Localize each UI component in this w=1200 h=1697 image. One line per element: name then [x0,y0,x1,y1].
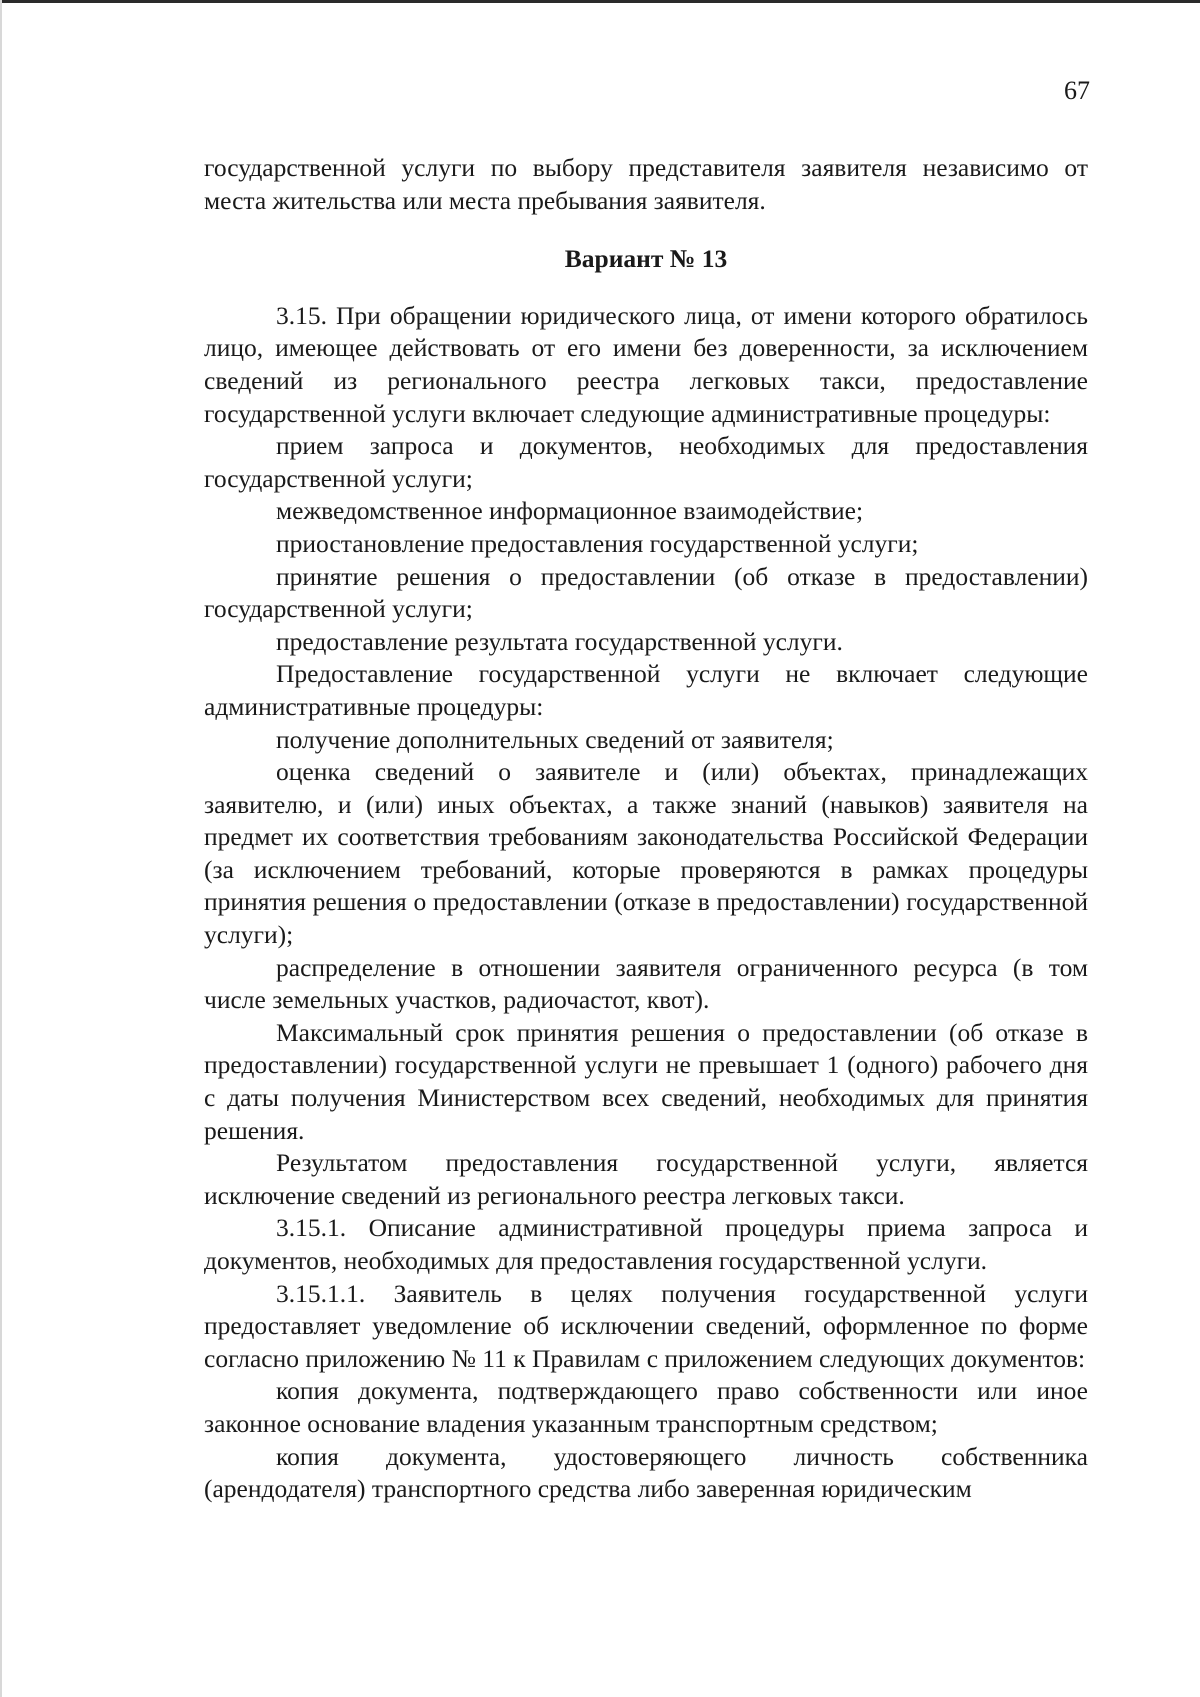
list-item-ownership-document: копия документа, подтверждающего право собственности или иное законное основание владения указанным транспортным средством; [204,1376,1088,1438]
list-item-suspension: приостановление предоставления государственной услуги; [276,528,919,558]
list-item-interagency-interaction: межведомственное информационное взаимодействие; [276,496,864,526]
list-item-resource-allocation: распределение в отношении заявителя ограниченного ресурса (в том числе земельных участков, радиочастот, квот). [204,952,1088,1015]
paragraph-3-15-1-1: 3.15.1.1. Заявитель в целях получения государственной услуги предоставляет уведомление об исключении сведений, оформленное по форме согласно приложению № 11 к Правилам с приложением следующих документов: [204,1278,1088,1373]
list-item-request-reception: прием запроса и документов, необходимых для предоставления государственной услуги; [204,431,1088,493]
paragraph-max-term: Максимальный срок принятия решения о предоставлении (об отказе в предоставлении) государственной услуги не превышает 1 (одного) рабочего дня с даты получения Министерством всех сведений, необходимых для принятия решения. [204,1017,1088,1145]
paragraph-excluded-procedures: Предоставление государственной услуги не включает следующие административные процедуры: [204,659,1088,721]
document-body [204,152,1088,1506]
page-number: 67 [1064,76,1090,105]
paragraph-3-15: 3.15. При обращении юридического лица, от имени которого обратилось лицо, имеющее действовать от его имени без доверенности, за исключением сведений из регионального реестра легковых такси, предоставление государственной услуги включает следующие административные процедуры: [204,300,1088,428]
paragraph-3-15-1: 3.15.1. Описание административной процедуры приема запроса и документов, необходимых для предоставления государственной услуги. [204,1213,1088,1275]
list-item-identity-document: копия документа, удостоверяющего личность собственника (арендодателя) транспортного средства либо заверенная юридическим [204,1441,1088,1504]
list-item-decision: принятие решения о предоставлении (об отказе в предоставлении) государственной услуги; [204,561,1088,624]
list-item-assessment: оценка сведений о заявителе и (или) объектах, принадлежащих заявителю, и (или) иных объектах, а также знаний (навыков) заявителя на предмет их соответствия требованиям законодательства Российской Федерации (за исключением требований, которые проверяются в рамках процедуры принятия решения о предоставлении (отказе в предоставлении) государственной услуги); [204,757,1088,950]
paragraph-result: Результатом предоставления государственной услуги, является исключение сведений из регионального реестра легковых такси. [204,1148,1088,1210]
paragraph-continuation: государственной услуги по выбору представителя заявителя независимо от места жительства или места пребывания заявителя. [204,153,1088,215]
list-item-result-delivery: предоставление результата государственной услуги. [276,626,843,656]
section-heading: Вариант № 13 [564,244,728,274]
scan-top-edge [0,0,1200,3]
scan-left-edge [0,0,2,1697]
list-item-additional-info: получение дополнительных сведений от заявителя; [276,724,834,754]
